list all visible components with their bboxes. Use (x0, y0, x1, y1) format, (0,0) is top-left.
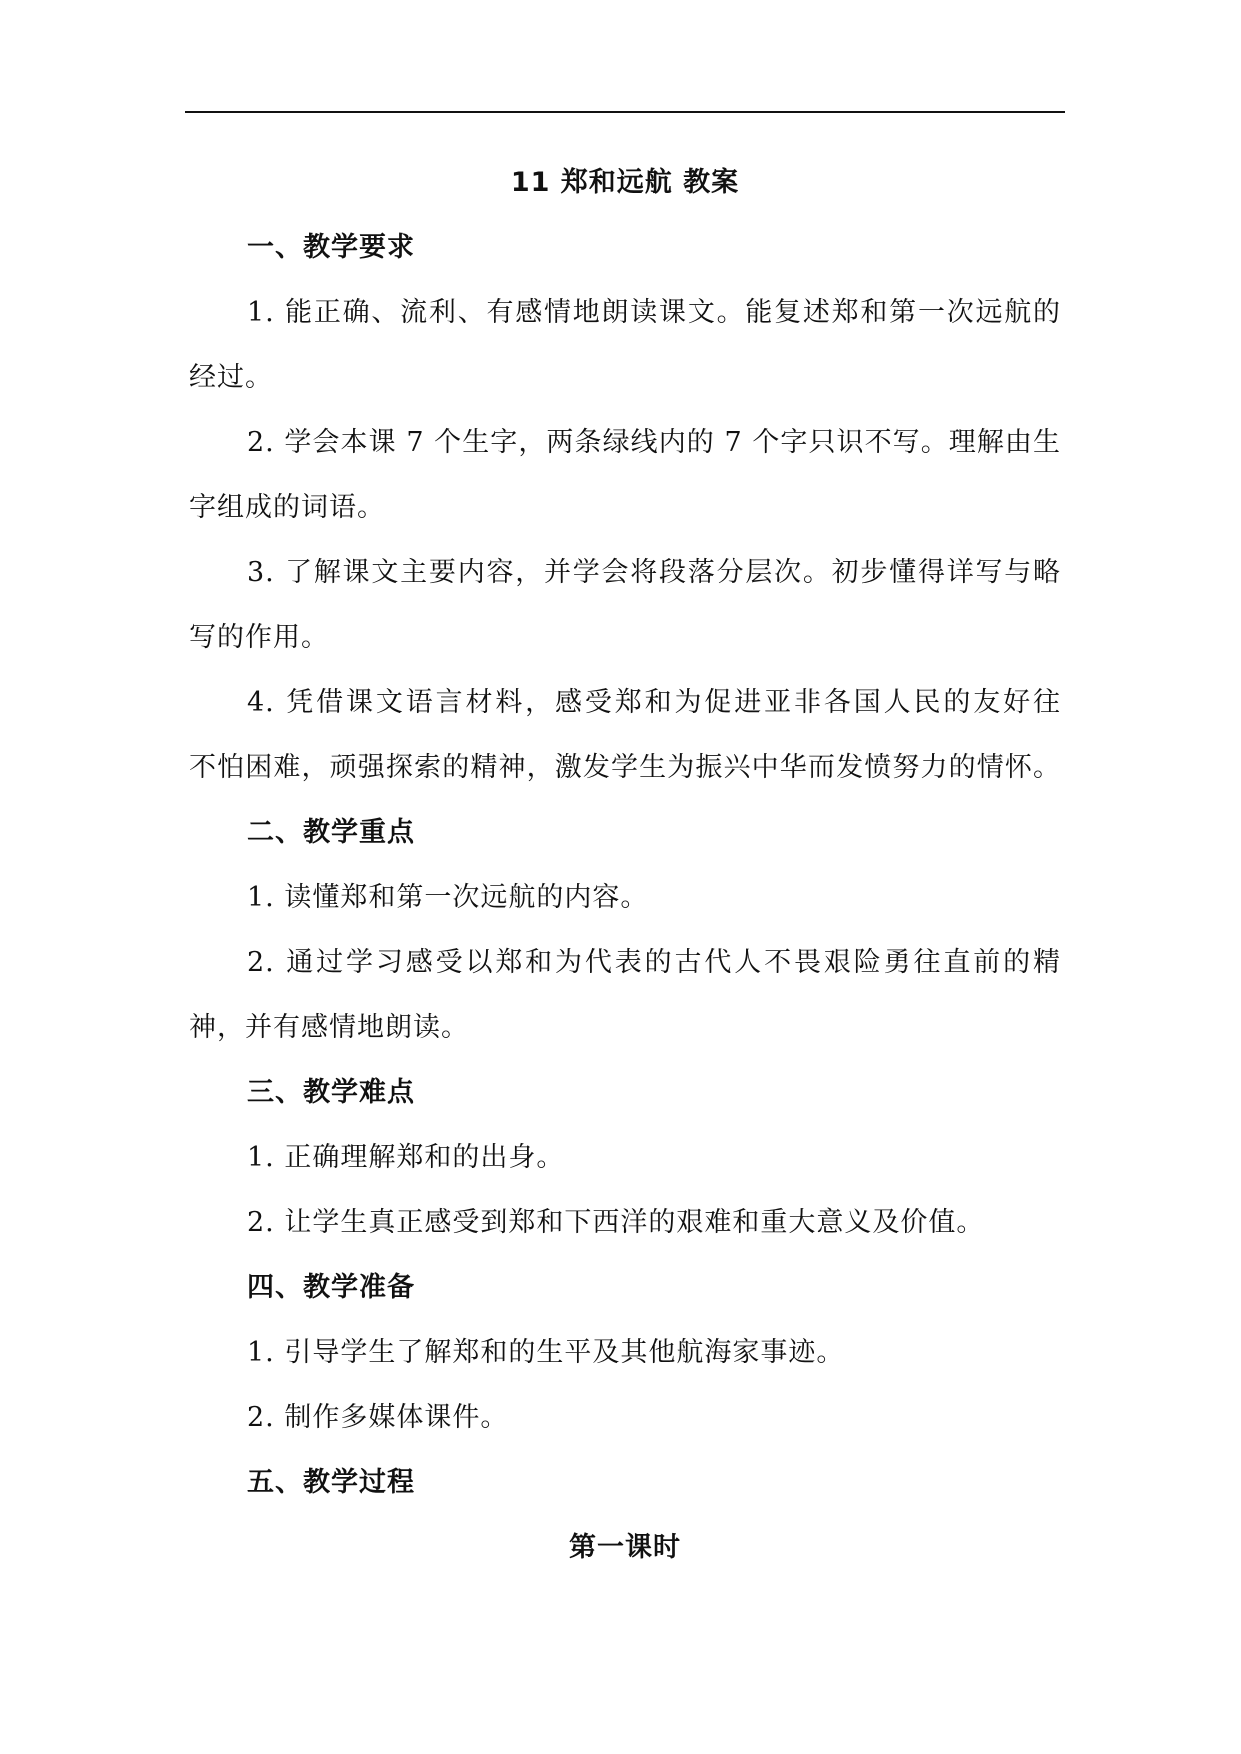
paragraph-line: 不怕困难，顽强探索的精神，激发学生为振兴中华而发愤努力的情怀。 (189, 752, 1061, 783)
paragraph-line: 写的作用。 (189, 622, 329, 653)
section-heading-preparation: 四、教学准备 (247, 1272, 415, 1303)
paragraph-line: 字组成的词语。 (189, 492, 385, 523)
paragraph-line: 4. 凭借课文语言材料，感受郑和为促进亚非各国人民的友好往 (247, 687, 1061, 718)
paragraph-line: 2. 制作多媒体课件。 (247, 1402, 509, 1433)
paragraph-line: 神，并有感情地朗读。 (189, 1012, 469, 1043)
paragraph-line: 1. 读懂郑和第一次远航的内容。 (247, 882, 649, 913)
paragraph-line: 2. 学会本课 7 个生字，两条绿线内的 7 个字只识不写。理解由生 (247, 427, 1061, 458)
paragraph-line: 1. 正确理解郑和的出身。 (247, 1142, 565, 1173)
section-heading-difficulties: 三、教学难点 (247, 1077, 415, 1108)
document-title: 11 郑和远航 教案 (510, 167, 740, 198)
document-body (189, 150, 1061, 1580)
paragraph-line: 1. 引导学生了解郑和的生平及其他航海家事迹。 (247, 1337, 845, 1368)
paragraph-line: 2. 通过学习感受以郑和为代表的古代人不畏艰险勇往直前的精 (247, 947, 1061, 978)
paragraph-line: 经过。 (189, 362, 273, 393)
section-heading-requirements: 一、教学要求 (247, 232, 415, 263)
header-rule (185, 111, 1065, 113)
section-heading-key-points: 二、教学重点 (247, 817, 415, 848)
paragraph-line: 1. 能正确、流利、有感情地朗读课文。能复述郑和第一次远航的 (247, 297, 1061, 328)
lesson-heading: 第一课时 (569, 1532, 681, 1563)
paragraph-line: 3. 了解课文主要内容，并学会将段落分层次。初步懂得详写与略 (247, 557, 1061, 588)
paragraph-line: 2. 让学生真正感受到郑和下西洋的艰难和重大意义及价值。 (247, 1207, 985, 1238)
section-heading-process: 五、教学过程 (247, 1467, 415, 1498)
